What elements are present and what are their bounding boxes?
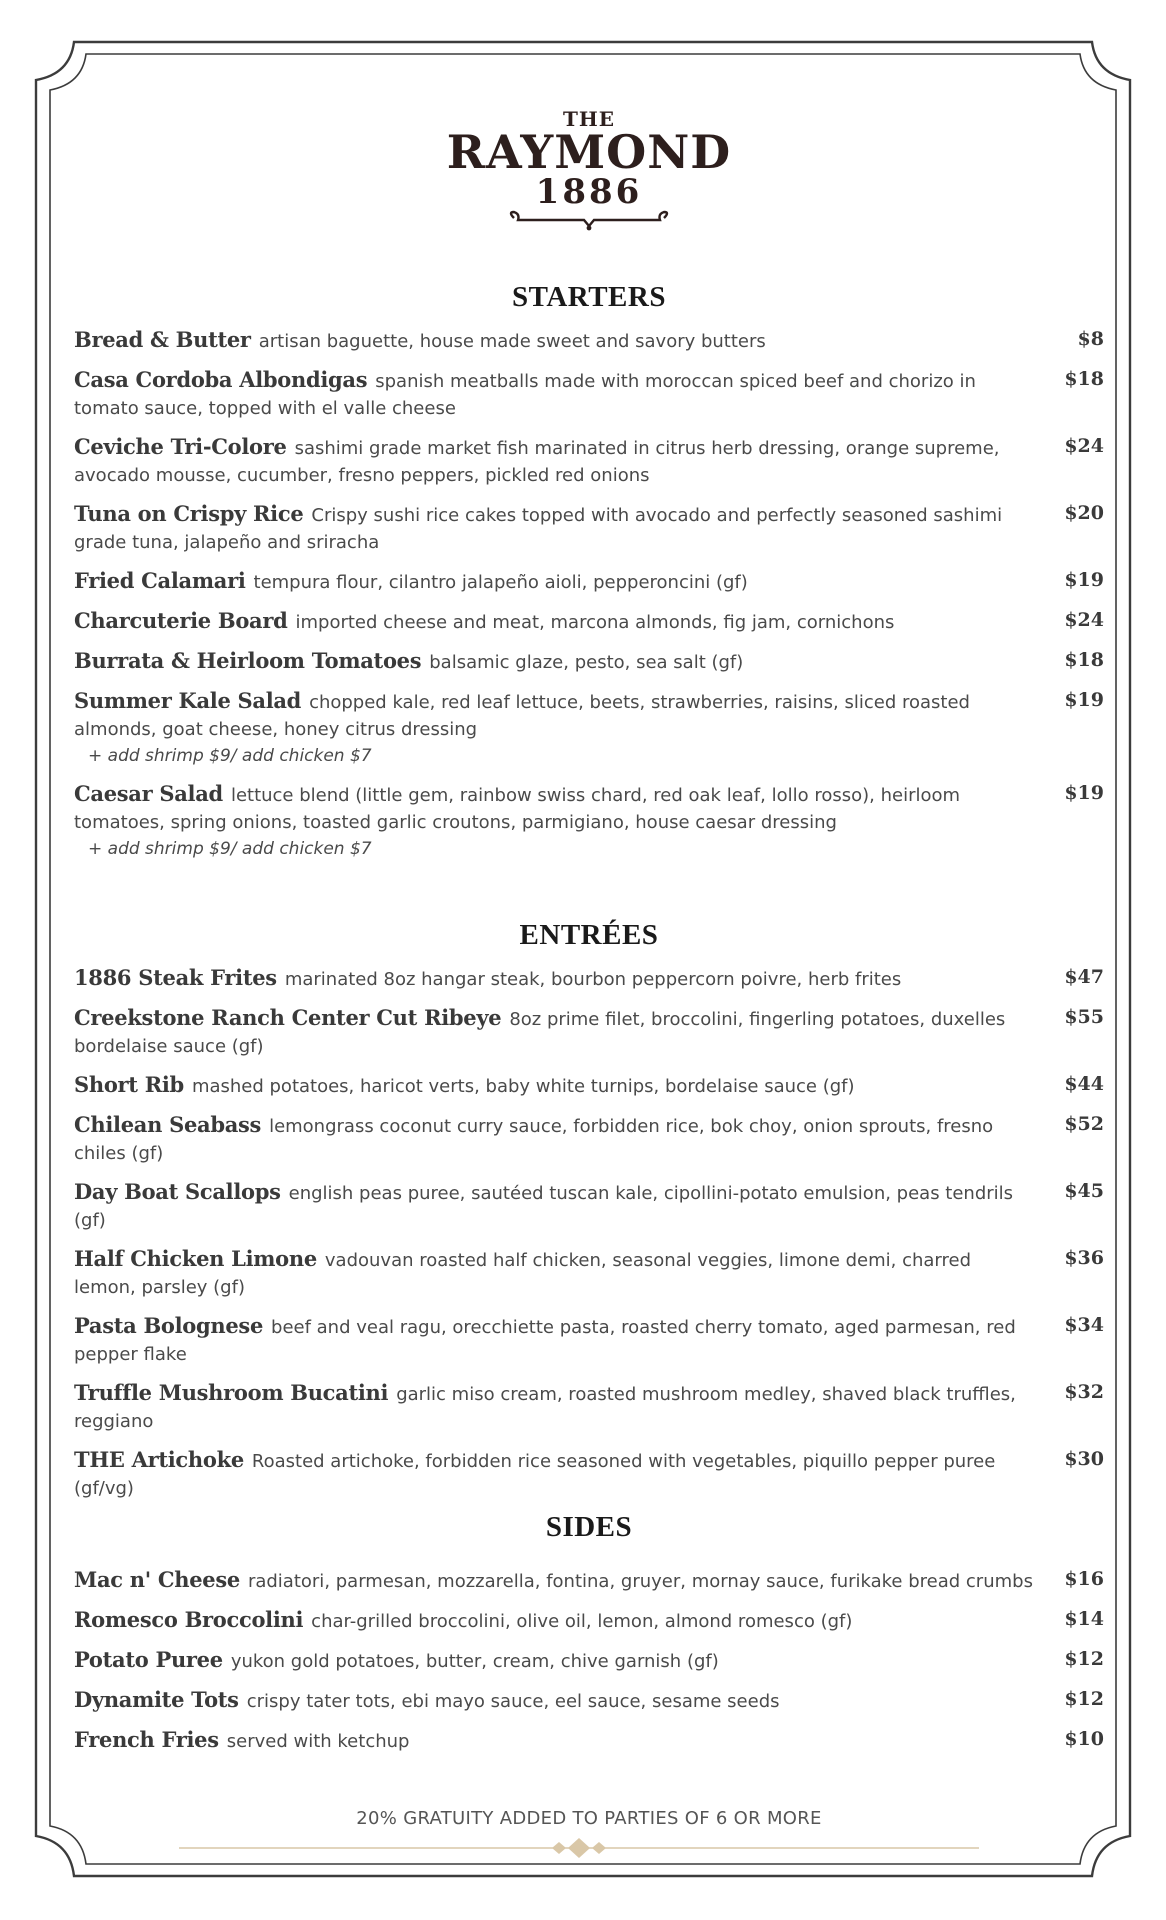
section-entrees	[74, 918, 1104, 1513]
menu-item-description: char-grilled broccolini, olive oil, lemon, almond romesco (gf)	[311, 1611, 853, 1632]
menu-item	[74, 780, 1104, 862]
menu-item	[74, 964, 1104, 993]
menu-item-description: tempura flour, cilantro jalapeño aioli, pepperoncini (gf)	[253, 572, 748, 593]
logo-flourish-icon	[504, 210, 674, 232]
menu-item-name: Mac n' Cheese	[74, 1567, 240, 1592]
menu-item	[74, 567, 1104, 596]
menu-item	[74, 1178, 1104, 1234]
menu-item-price: $47	[1064, 966, 1104, 988]
menu-item-text	[74, 607, 1034, 636]
menu-item-price: $24	[1064, 435, 1104, 457]
menu-item	[74, 1245, 1104, 1301]
menu-item-text	[74, 500, 1034, 556]
section-title: ENTRÉES	[519, 919, 659, 951]
menu-item-text	[74, 1726, 1034, 1755]
menu-item-price: $12	[1064, 1688, 1104, 1710]
menu-item-name: Day Boat Scallops	[74, 1179, 281, 1204]
menu-item-name: Charcuterie Board	[74, 608, 288, 633]
menu-item	[74, 1111, 1104, 1167]
menu-item-text	[74, 1686, 1034, 1715]
menu-item-name: Romesco Broccolini	[74, 1607, 304, 1632]
menu-item-name: Pasta Bolognese	[74, 1313, 264, 1338]
menu-item-description: Crispy sushi rice cakes topped with avocado and perfectly seasoned sashimi grade tuna, jalapeño and sriracha	[74, 505, 1003, 553]
menu-item	[74, 1446, 1104, 1502]
menu-item-description: beef and veal ragu, orecchiette pasta, roasted cherry tomato, aged parmesan, red pepper flake	[74, 1317, 1016, 1365]
menu-item-description: yukon gold potatoes, butter, cream, chive garnish (gf)	[230, 1651, 719, 1672]
menu-item-text	[74, 366, 1034, 422]
menu-item-description: spanish meatballs made with moroccan spiced beef and chorizo in tomato sauce, topped with el valle cheese	[74, 371, 976, 419]
menu-item	[74, 1606, 1104, 1635]
menu-item-description: balsamic glaze, pesto, sea salt (gf)	[429, 652, 744, 673]
menu-item	[74, 326, 1104, 355]
section-items	[74, 326, 1104, 862]
menu-item-price: $10	[1064, 1728, 1104, 1750]
menu-item-text	[74, 647, 1034, 676]
menu-item-description: radiatori, parmesan, mozzarella, fontina, gruyer, mornay sauce, furikake bread crumbs	[247, 1571, 1033, 1592]
menu-item-price: $52	[1064, 1113, 1104, 1135]
menu-item-price: $18	[1064, 368, 1104, 390]
section-starters	[74, 280, 1104, 873]
menu-item-name: Short Rib	[74, 1072, 184, 1097]
menu-item-text	[74, 1111, 1034, 1167]
menu-item	[74, 1646, 1104, 1675]
section-title: STARTERS	[512, 281, 666, 313]
menu-item-text	[74, 780, 1034, 836]
menu-item-price: $20	[1064, 502, 1104, 524]
menu-item-name: Casa Cordoba Albondigas	[74, 367, 368, 392]
menu-item-price: $18	[1064, 649, 1104, 671]
menu-item-name: Burrata & Heirloom Tomatoes	[74, 648, 422, 673]
menu-item	[74, 433, 1104, 489]
menu-item-text	[74, 326, 1034, 355]
menu-item-price: $12	[1064, 1648, 1104, 1670]
menu-item-name: Half Chicken Limone	[74, 1246, 317, 1271]
menu-item-price: $8	[1077, 328, 1104, 350]
menu-item	[74, 607, 1104, 636]
menu-item-name: French Fries	[74, 1727, 219, 1752]
menu-item-description: Roasted artichoke, forbidden rice seasoned with vegetables, piquillo pepper puree (gf/vg)	[74, 1451, 996, 1499]
menu-item-description: vadouvan roasted half chicken, seasonal veggies, limone demi, charred lemon, parsley (gf)	[74, 1250, 972, 1298]
menu-item	[74, 366, 1104, 422]
menu-item	[74, 1071, 1104, 1100]
restaurant-logo	[74, 108, 1104, 232]
menu-item-price: $36	[1064, 1247, 1104, 1269]
menu-item	[74, 1566, 1104, 1595]
section-title: SIDES	[545, 1511, 633, 1543]
menu-item-text	[74, 1566, 1034, 1595]
menu-item-description: crispy tater tots, ebi mayo sauce, eel sauce, sesame seeds	[246, 1691, 780, 1712]
menu-item-description: marinated 8oz hangar steak, bourbon peppercorn poivre, herb frites	[284, 969, 902, 990]
menu-item-text	[74, 1245, 1034, 1301]
menu-item-price: $19	[1064, 689, 1104, 711]
menu-item-price: $30	[1064, 1448, 1104, 1470]
logo-the: THE	[562, 107, 616, 131]
menu-item	[74, 1726, 1104, 1755]
logo-year: 1886	[535, 172, 643, 212]
menu-item	[74, 1686, 1104, 1715]
menu-item-text	[74, 1646, 1034, 1675]
menu-item-price: $55	[1064, 1006, 1104, 1028]
menu-item	[74, 1379, 1104, 1435]
menu-item	[74, 647, 1104, 676]
menu-item-price: $44	[1064, 1073, 1104, 1095]
menu-item-name: Fried Calamari	[74, 568, 246, 593]
gratuity-note: 20% GRATUITY ADDED TO PARTIES OF 6 OR MORE	[356, 1808, 822, 1829]
menu-item-text	[74, 567, 1034, 596]
menu-item-text	[74, 1379, 1034, 1435]
menu-item-text	[74, 1071, 1034, 1100]
menu-item-price: $45	[1064, 1180, 1104, 1202]
menu-item-description: lemongrass coconut curry sauce, forbidden rice, bok choy, onion sprouts, fresno chiles (gf)	[74, 1116, 994, 1164]
menu-item-name: THE Artichoke	[74, 1447, 244, 1472]
menu-item-description: english peas puree, sautéed tuscan kale, cipollini-potato emulsion, peas tendrils (gf)	[74, 1183, 1014, 1231]
menu-item-price: $19	[1064, 782, 1104, 804]
menu-item	[74, 1312, 1104, 1368]
menu-item-description: sashimi grade market fish marinated in citrus herb dressing, orange supreme, avocado mousse, cucumber, fresno peppers, pickled red onions	[74, 438, 1000, 486]
menu-item-name: Ceviche Tri-Colore	[74, 434, 287, 459]
menu-item-name: Creekstone Ranch Center Cut Ribeye	[74, 1005, 502, 1030]
menu-item-name: Summer Kale Salad	[74, 688, 302, 713]
menu-item-text	[74, 687, 1034, 743]
menu-item-name: Potato Puree	[74, 1647, 223, 1672]
menu-item-name: Caesar Salad	[74, 781, 223, 806]
menu-item-name: Truffle Mushroom Bucatini	[74, 1380, 389, 1405]
menu-item-description: served with ketchup	[226, 1731, 410, 1752]
menu-item-name: Bread & Butter	[74, 327, 251, 352]
menu-item-name: Tuna on Crispy Rice	[74, 501, 304, 526]
menu-item-price: $14	[1064, 1608, 1104, 1630]
menu-item-name: Chilean Seabass	[74, 1112, 262, 1137]
section-items	[74, 1566, 1104, 1755]
menu-item-description: chopped kale, red leaf lettuce, beets, strawberries, raisins, sliced roasted almonds, goat cheese, honey citrus dressing	[74, 692, 970, 740]
menu-item	[74, 687, 1104, 769]
menu-item-name: Dynamite Tots	[74, 1687, 239, 1712]
menu-item-description: lettuce blend (little gem, rainbow swiss chard, red oak leaf, lollo rosso), heirloom tomatoes, spring onions, toasted garlic croutons, parmigiano, house caesar dressing	[74, 785, 961, 833]
menu-item-addon: + add shrimp $9/ add chicken $7	[88, 839, 372, 859]
menu-item	[74, 500, 1104, 556]
logo-name: RAYMOND	[446, 125, 732, 179]
menu-page	[74, 0, 1104, 1920]
menu-item-description: garlic miso cream, roasted mushroom medley, shaved black truffles, reggiano	[74, 1384, 1016, 1432]
menu-item-price: $24	[1064, 609, 1104, 631]
menu-item	[74, 1004, 1104, 1060]
menu-item-price: $34	[1064, 1314, 1104, 1336]
menu-item-price: $16	[1064, 1568, 1104, 1590]
menu-item-description: imported cheese and meat, marcona almonds, fig jam, cornichons	[295, 612, 895, 633]
menu-item-text	[74, 1606, 1034, 1635]
menu-item-text	[74, 1178, 1034, 1234]
menu-item-addon: + add shrimp $9/ add chicken $7	[88, 746, 372, 766]
menu-item-text	[74, 433, 1034, 489]
section-items	[74, 964, 1104, 1502]
menu-item-description: 8oz prime filet, broccolini, fingerling potatoes, duxelles bordelaise sauce (gf)	[74, 1009, 1006, 1057]
menu-item-description: artisan baguette, house made sweet and savory butters	[258, 331, 766, 352]
footer-divider-ornament	[179, 1838, 979, 1858]
menu-item-name: 1886 Steak Frites	[74, 965, 277, 990]
section-sides	[74, 1510, 1104, 1766]
menu-item-description: mashed potatoes, haricot verts, baby white turnips, bordelaise sauce (gf)	[191, 1076, 855, 1097]
menu-item-text	[74, 964, 1034, 993]
menu-item-price: $32	[1064, 1381, 1104, 1403]
menu-item-text	[74, 1004, 1034, 1060]
menu-item-text	[74, 1446, 1034, 1502]
menu-item-price: $19	[1064, 569, 1104, 591]
menu-item-text	[74, 1312, 1034, 1368]
